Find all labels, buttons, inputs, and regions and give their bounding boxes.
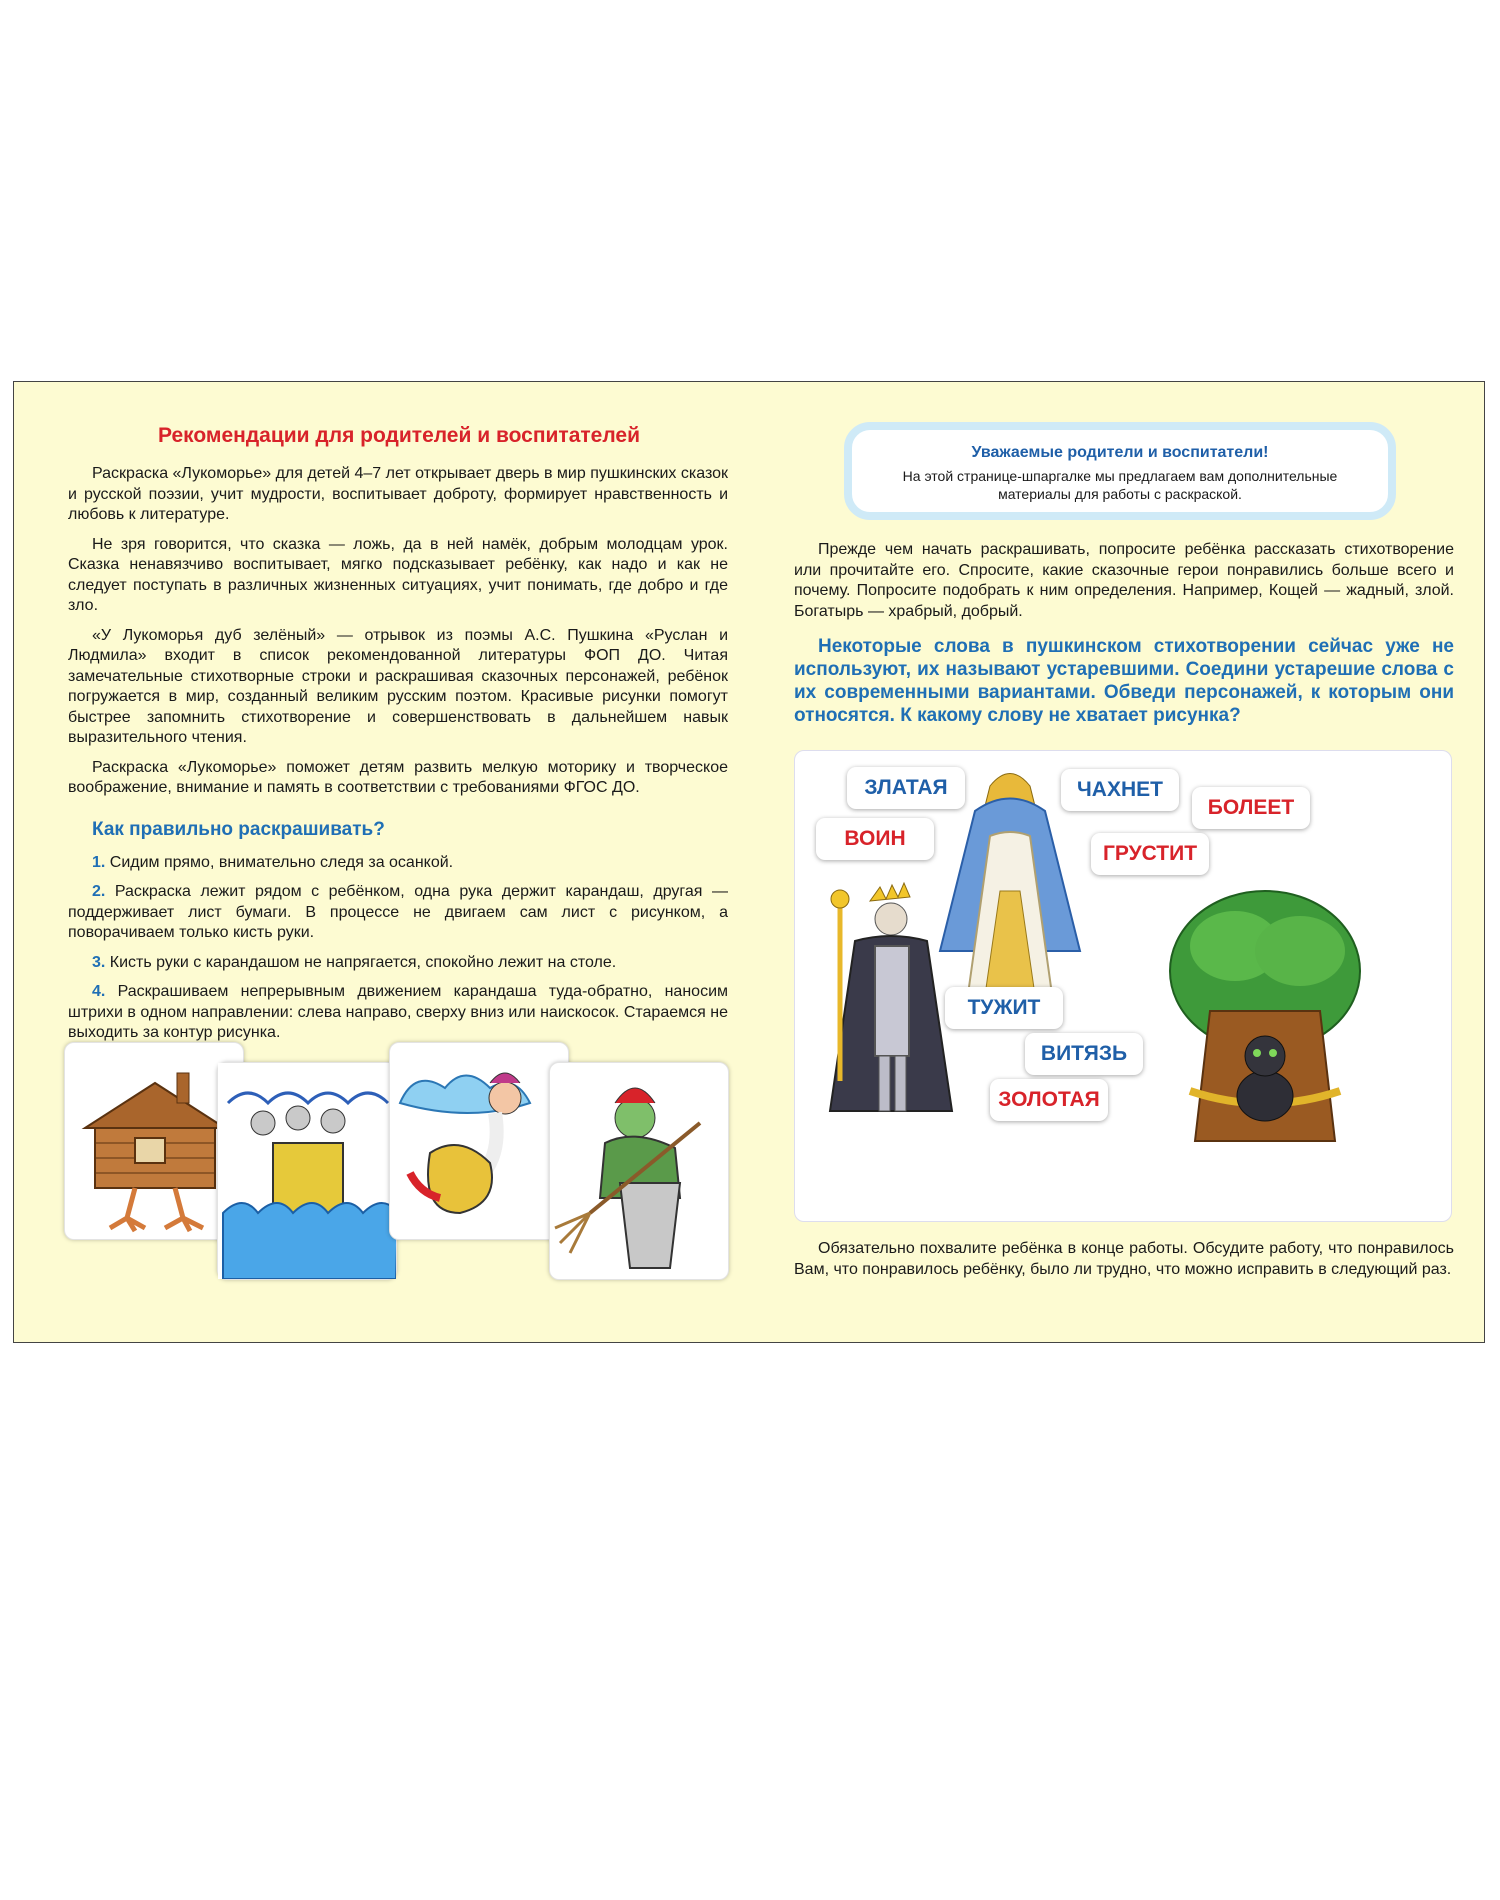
coloring-howto-heading: Как правильно раскрашивать? [92, 818, 385, 840]
final-block [794, 1239, 1454, 1289]
left-text-block [68, 464, 728, 1053]
notice-text: На этой странице-шпаргалке мы предлагаем вам дополнительные материалы для работы с раскраской. [902, 468, 1338, 502]
step-item [68, 882, 728, 944]
word-card[interactable]: ЗОЛОТАЯ [990, 1079, 1108, 1121]
step-number: 2. [92, 883, 106, 900]
right-intro-block [794, 540, 1454, 631]
left-paragraph: Раскраска «Лукоморье» для детей 4–7 лет открывает дверь в мир пушкинских сказок и русской поэзии, учит мудрости, воспитывает доброту, формирует нравственность и любовь к литературе. [68, 465, 728, 523]
right-intro-paragraph: Прежде чем начать раскрашивать, попросите ребёнка рассказать стихотворение или прочитайте его. Спросите, какие сказочные герои понравились больше всего и почему. Попросите подобрать к ним определения. Например, Кощей — жадный, злой. Богатырь — храбрый, добрый. [794, 541, 1454, 620]
step-text: Раскрашиваем непрерывным движением карандаша туда-обратно, наносим штрихи в одном направлении: слева направо, сверху вниз или наискосок. Стараемся не выходить за контур рисунка. [68, 983, 728, 1041]
notice-box [844, 422, 1396, 520]
notice-title: Уважаемые родители и воспитатели! [971, 444, 1269, 461]
word-card[interactable]: ВОИН [816, 818, 934, 860]
step-number: 3. [92, 953, 106, 971]
word-card[interactable]: БОЛЕЕТ [1192, 787, 1310, 829]
step-text: Раскраска лежит рядом с ребёнком, одна рука держит карандаш, другая — поддерживает лист бумаги. В процессе не двигаем сам лист с рисунком, а поворачиваем только кисть руки. [68, 883, 728, 941]
bogatyrs-sea-picture [217, 1062, 397, 1280]
word-card[interactable]: ВИТЯЗЬ [1025, 1033, 1143, 1075]
left-paragraph: Раскраска «Лукоморье» поможет детям развить мелкую моторику и творческое воображение, внимание и память в соответствии с требованиями ФГОС ДО. [68, 758, 728, 796]
left-page-title: Рекомендации для родителей и воспитателей [157, 424, 641, 447]
task-text: Некоторые слова в пушкинском стихотворении сейчас уже не используют, их называют устаревшими. Соедини устарешие слова с их современными вариантами. Обведи персонажей, к которым они относятся. К какому слову не хватает рисунка? [794, 636, 1454, 726]
step-number: 4. [92, 983, 106, 1000]
step-number: 1. [92, 853, 106, 871]
step-text: Кисть руки с карандашом не напрягается, спокойно лежит на столе. [105, 953, 617, 971]
chernomor-picture [389, 1042, 569, 1240]
left-paragraph: «У Лукоморья дуб зелёный» — отрывок из поэмы А.С. Пушкина «Руслан и Людмила» входит в список рекомендованной литературы ФОП ДО. Читая замечательные стихотворные строки и раскрашивая сказочных персонажей, ребёнок погружается в мир, созданный великим русским поэтом. Красивые рисунки помогут быстрее запомнить стихотворение и совершенствовать в дальнейшем навык выразительного чтения. [68, 626, 728, 746]
baba-yaga-picture [549, 1062, 729, 1280]
final-paragraph: Обязательно похвалите ребёнка в конце работы. Обсудите работу, что понравилось Вам, что понравилось ребёнку, было ли трудно, что можно исправить в следующий раз. [794, 1240, 1454, 1278]
word-matching-panel [794, 750, 1452, 1222]
word-card[interactable]: ГРУСТИТ [1091, 833, 1209, 875]
step-item [68, 853, 728, 874]
word-card[interactable]: ЗЛАТАЯ [847, 767, 965, 809]
step-text: Сидим прямо, внимательно следя за осанкой. [105, 853, 454, 871]
word-card[interactable]: ТУЖИТ [945, 987, 1063, 1029]
book-spread [13, 381, 1485, 1343]
step-item [68, 953, 728, 974]
word-card[interactable]: ЧАХНЕТ [1061, 769, 1179, 811]
left-paragraph: Не зря говорится, что сказка — ложь, да в ней намёк, добрым молодцам урок. Сказка ненавязчиво воспитывает, мягко подсказывает ребёнку, как надо и как не следует поступать в различных жизненных ситуациях, учит понимать, где добро и где зло. [68, 535, 728, 614]
step-item [68, 982, 728, 1044]
